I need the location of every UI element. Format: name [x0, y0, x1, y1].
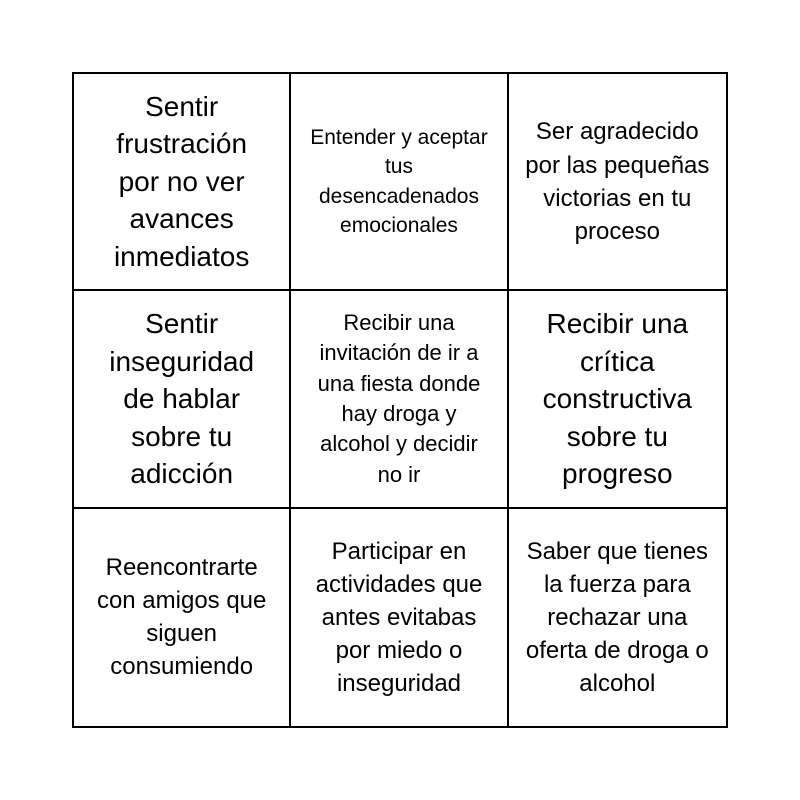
bingo-cell-6-text: Recibir una crítica constructiva sobre tu progreso [542, 308, 693, 490]
bingo-cell-1-text: Sentir frustración por no ver avances inmediatos [113, 90, 250, 272]
bingo-cell-5-text: Recibir una invitación de ir a una fiesta donde hay droga y alcohol y decidir no ir [317, 309, 481, 487]
bingo-cell-8[interactable] [291, 509, 508, 726]
bingo-cell-4[interactable] [74, 291, 291, 508]
bingo-cell-5[interactable] [291, 291, 508, 508]
bingo-cell-2-text: Entender y aceptar tus desencadenados emocionales [310, 125, 488, 238]
bingo-cell-9-text: Saber que tienes la fuerza para rechazar una oferta de droga o alcohol [525, 537, 709, 697]
bingo-cell-3-text: Ser agradecido por las pequeñas victorias en tu proceso [525, 118, 710, 245]
bingo-cell-1[interactable] [74, 74, 291, 291]
bingo-cell-7[interactable] [74, 509, 291, 726]
bingo-cell-3[interactable] [509, 74, 726, 291]
bingo-cell-6[interactable] [509, 291, 726, 508]
bingo-board [72, 72, 728, 728]
bingo-cell-9[interactable] [509, 509, 726, 726]
bingo-cell-2[interactable] [291, 74, 508, 291]
bingo-cell-4-text: Sentir inseguridad de hablar sobre tu adicción [109, 308, 255, 490]
bingo-cell-7-text: Reencontrarte con amigos que siguen consumiendo [96, 554, 267, 681]
bingo-cell-8-text: Participar en actividades que antes evitabas por miedo o inseguridad [315, 537, 483, 697]
